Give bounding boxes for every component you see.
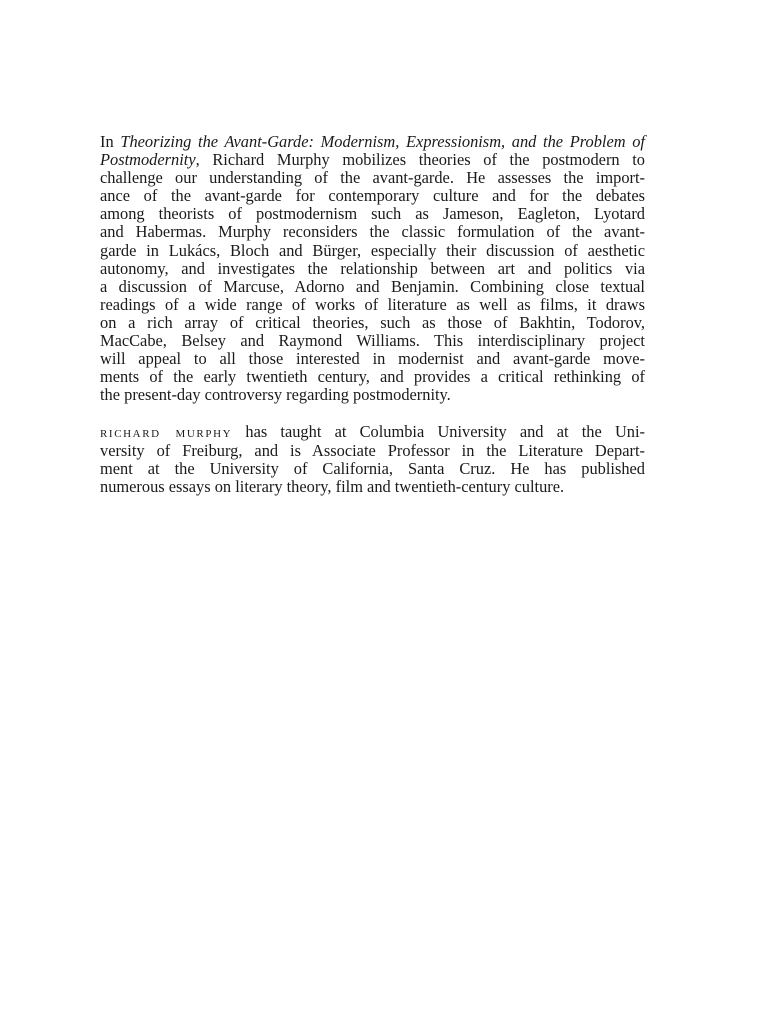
blurb-line: on a rich array of critical theories, such as those of Bakhtin, Todorov,: [100, 312, 645, 332]
back-cover-text: [100, 133, 645, 496]
bio-line: ment at the University of California, Santa Cruz. He has published: [100, 458, 645, 478]
blurb-line: ance of the avant-garde for contemporary culture and for the debates: [100, 186, 645, 206]
blurb-line: and Habermas. Murphy reconsiders the classic formulation of the avant-: [100, 222, 645, 242]
author-name: richard murphy: [100, 422, 233, 442]
blurb-line: among theorists of postmodernism such as Jameson, Eagleton, Lyotard: [100, 204, 645, 224]
paragraph-gap: [100, 404, 645, 423]
blurb-line: garde in Lukács, Bloch and Bürger, especially their discussion of aesthetic: [100, 240, 645, 260]
blurb-line: challenge our understanding of the avant-garde. He assesses the import-: [100, 168, 645, 188]
blurb-line: In Theorizing the Avant-Garde: Modernism, Expressionism, and the Problem of: [100, 132, 645, 151]
book-blurb: [100, 133, 645, 404]
blurb-line: Postmodernity, Richard Murphy mobilizes theories of the postmodern to: [100, 150, 645, 170]
bio-line: versity of Freiburg, and is Associate Professor in the Literature Depart-: [100, 440, 645, 460]
blurb-line: autonomy, and investigates the relationship between art and politics via: [100, 258, 645, 278]
blurb-line: ments of the early twentieth century, and provides a critical rethinking of: [100, 367, 645, 387]
blurb-line: the present-day controversy regarding postmodernity.: [100, 385, 451, 405]
blurb-line: will appeal to all those interested in modernist and avant-garde move-: [100, 349, 645, 369]
bio-line: numerous essays on literary theory, film and twentieth-century culture.: [100, 476, 565, 496]
bio-line: richard murphy has taught at Columbia University and at the Uni-: [100, 422, 645, 442]
blurb-line: MacCabe, Belsey and Raymond Williams. This interdisciplinary project: [100, 331, 645, 351]
blurb-line: a discussion of Marcuse, Adorno and Benjamin. Combining close textual: [100, 276, 645, 296]
author-bio: [100, 423, 645, 495]
blurb-line: readings of a wide range of works of literature as well as films, it draws: [100, 294, 645, 314]
